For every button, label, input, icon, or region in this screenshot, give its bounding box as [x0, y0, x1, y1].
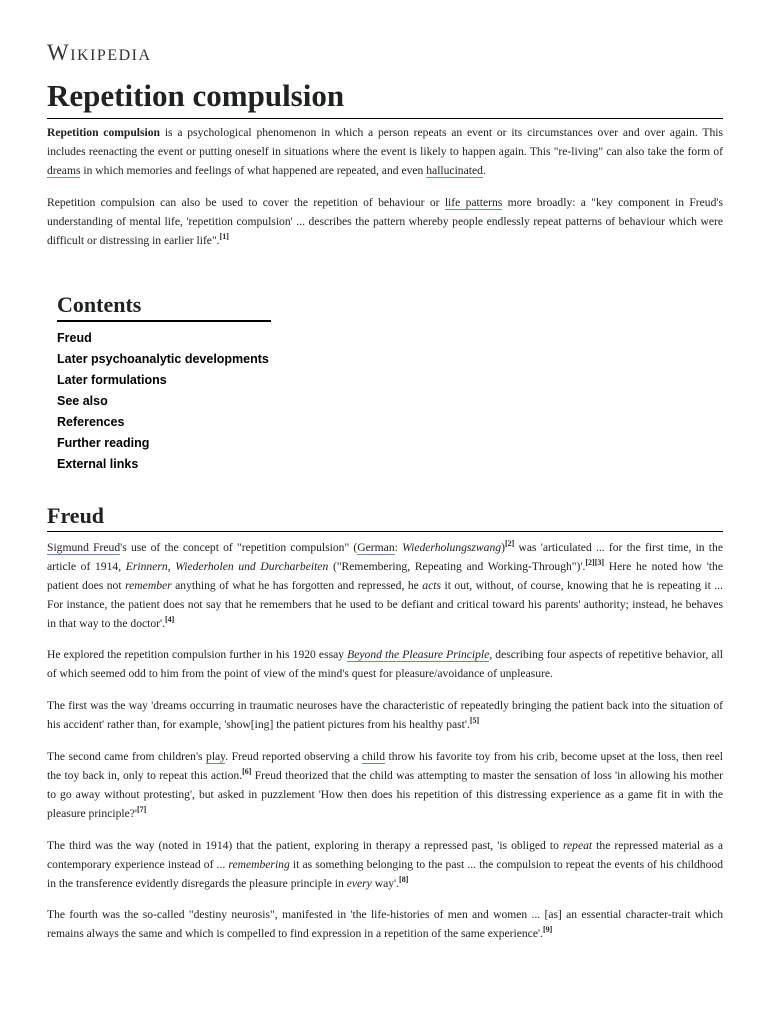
- text: Repetition compulsion can also be used to cover the repetition of behaviour or: [47, 196, 440, 209]
- text: was 'articulated ... for the first time, in the article of 1914,: [47, 541, 723, 573]
- text: in which memories and feelings of what happened are repeated, and even: [83, 164, 424, 177]
- text: anything of what he has forgotten and repressed, he: [175, 579, 419, 592]
- toc-item-see-also[interactable]: See also: [57, 394, 108, 408]
- text: , describing four aspects of repetitive behavior, all of which seemed odd to him from the point of view of the mind's quest for pleasure/avoidance of unpleasure.: [47, 648, 724, 680]
- essay-title: Erinnern, Wiederholen und Durcharbeiten: [125, 560, 329, 573]
- text: throw his favorite toy from his crib, become upset at the loss, then reel the toy back in, only to repeat this action.: [47, 750, 723, 782]
- text: is a psychological phenomenon in which a person repeats an event or its circumstances over and over again. This includes reenacting the event or putting oneself in situations where the event is likely to happen again. This "re-living" can also take the form of: [47, 126, 724, 158]
- text: The third was the way (noted in 1914) that the patient, exploring in therapy a repressed past, 'is obliged to: [47, 839, 559, 852]
- emphasis: repeat: [562, 839, 593, 852]
- text: it out, without, of course, knowing that he is repeating it ... For instance, the patient does not say that he remembers that he used to be defiant and critical toward his parents' authority; instead, he behaves in that way to the doctor'.: [47, 579, 723, 630]
- intro-paragraph-2: [47, 193, 723, 250]
- freud-paragraph-1: [47, 538, 723, 633]
- toc-item-external-links[interactable]: External links: [57, 457, 139, 471]
- toc-item-later-psychoanalytic-developments[interactable]: Later psychoanalytic developments: [57, 352, 269, 366]
- freud-paragraph-3: [47, 696, 723, 734]
- german-term: Wiederholungszwang: [402, 541, 502, 554]
- text: The fourth was the so-called "destiny neurosis", manifested in 'the life-histories of men and women ... [as] an essential character-trait which remains always the same and which is compelled to find expression in a repetition of the same experience'.: [47, 908, 723, 940]
- freud-paragraph-6: [47, 905, 723, 943]
- wikipedia-wordmark[interactable]: Wikipedia: [47, 40, 152, 65]
- text: .: [482, 164, 486, 177]
- toc-item-references[interactable]: References: [57, 415, 125, 429]
- link-sigmund-freud[interactable]: Sigmund Freud: [47, 541, 121, 554]
- table-of-contents: [57, 290, 271, 475]
- emphasis: remembering: [228, 858, 290, 871]
- page-title: Repetition compulsion: [47, 76, 723, 119]
- text: the repressed material as a contemporary experience instead of ...: [47, 839, 723, 871]
- text: Freud theorized that the child was attempting to master the sensation of loss 'in allowing his mother to go away without protesting', but asked in puzzlement 'How then does his repetition of this distressing experience as a game fit in with the pleasure principle?': [47, 769, 723, 820]
- text: He explored the repetition compulsion further in his 1920 essay: [47, 648, 345, 661]
- text: . Freud reported observing a: [225, 750, 359, 763]
- lead-term: Repetition compulsion: [47, 126, 161, 139]
- text: The first was the way 'dreams occurring in traumatic neuroses have the characteristic of repeatedly bringing the patient back into the situation of his accident' rather than, for example, 'show[ing] the patient pictures from his healthy past'.: [47, 699, 723, 731]
- citation-1[interactable]: [1]: [219, 232, 229, 242]
- text: The second came from children's: [47, 750, 203, 763]
- citation-2[interactable]: [2]: [504, 539, 515, 549]
- link-beyond-the-pleasure-principle[interactable]: [347, 648, 489, 662]
- freud-paragraph-5: [47, 836, 723, 893]
- emphasis: remember: [125, 579, 172, 592]
- toc-item-later-formulations[interactable]: Later formulations: [57, 373, 167, 387]
- text: it as something belonging to the past ... the compulsion to repeat the events of his childhood in the transference evidently disregards the pleasure principle in: [47, 858, 723, 890]
- citation-6[interactable]: [6]: [242, 767, 252, 777]
- toc-title: Contents: [57, 290, 271, 322]
- emphasis: acts: [422, 579, 441, 592]
- emphasis: every: [346, 877, 372, 890]
- link-text: Beyond the Pleasure Principle: [347, 648, 490, 661]
- link-dreams[interactable]: dreams: [47, 164, 81, 177]
- freud-paragraph-2: [47, 645, 723, 683]
- citation-9[interactable]: [9]: [542, 925, 553, 935]
- link-german[interactable]: German: [357, 541, 395, 554]
- link-hallucinated[interactable]: hallucinated: [426, 164, 483, 177]
- citation-5[interactable]: [5]: [469, 716, 480, 726]
- citation-8[interactable]: [8]: [399, 875, 409, 885]
- toc-item-further-reading[interactable]: Further reading: [57, 436, 150, 450]
- citation-7[interactable]: [7]: [136, 805, 147, 815]
- link-play[interactable]: play: [206, 750, 226, 763]
- freud-paragraph-4: [47, 747, 723, 823]
- toc-list: [57, 328, 317, 475]
- text: more broadly: a "key component in Freud's understanding of mental life, 'repetition compulsion' ... describes the pattern whereby people endlessly repeat patterns of behaviour which were difficult or distressing in earlier life".: [47, 196, 723, 247]
- text: ("Remembering, Repeating and Working-Through")'.: [332, 560, 586, 573]
- citation-4[interactable]: [4]: [165, 615, 175, 625]
- link-child[interactable]: child: [361, 750, 386, 763]
- section-heading-freud: Freud: [47, 501, 723, 532]
- text: way'.: [374, 877, 400, 890]
- link-life-patterns[interactable]: life patterns: [444, 196, 503, 209]
- text: :: [394, 541, 398, 554]
- text: ): [501, 541, 505, 554]
- text: Here he noted how 'the patient does not: [47, 560, 723, 592]
- text: 's use of the concept of "repetition compulsion" (: [120, 541, 358, 554]
- citation-2-3[interactable]: [2][3]: [585, 558, 605, 568]
- intro-paragraph-1: [47, 123, 723, 180]
- toc-item-freud[interactable]: Freud: [57, 331, 92, 345]
